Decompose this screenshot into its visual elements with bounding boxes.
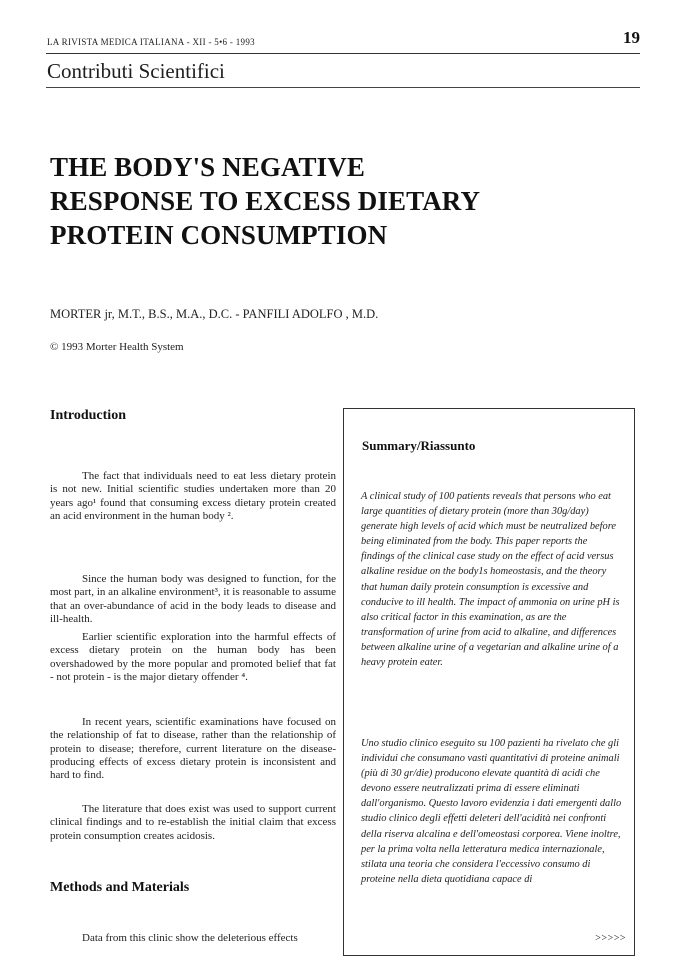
copyright-notice: © 1993 Morter Health System bbox=[50, 341, 184, 353]
intro-paragraph: Since the human body was designed to function, for the most part, in an alkaline environment³, it is reasonable to assume that an over-abundance of acid in the body leads to disease and ill-health. bbox=[50, 573, 336, 625]
introduction-heading: Introduction bbox=[50, 408, 126, 423]
header-rule bbox=[46, 53, 640, 54]
author-line: MORTER jr, M.T., B.S., M.A., D.C. - PANFILI ADOLFO , M.D. bbox=[50, 307, 379, 321]
title-line: PROTEIN CONSUMPTION bbox=[50, 220, 388, 250]
methods-heading: Methods and Materials bbox=[50, 880, 190, 895]
methods-paragraph: Data from this clinic show the deleterious effects bbox=[82, 932, 298, 944]
article-title bbox=[50, 150, 610, 252]
section-label: Contributi Scientifici bbox=[47, 59, 225, 83]
page-number: 19 bbox=[623, 28, 640, 47]
title-line: RESPONSE TO EXCESS DIETARY bbox=[50, 186, 481, 216]
summary-heading: Summary/Riassunto bbox=[362, 438, 476, 453]
intro-paragraph: Earlier scientific exploration into the harmful effects of excess dietary protein on the human body has been overshadowed by the more popular and promoted belief that fat - not protein - is the major dietary offender ⁴. bbox=[50, 631, 336, 683]
section-rule bbox=[46, 87, 640, 88]
continued-marker: >>>>> bbox=[595, 933, 626, 944]
title-line: THE BODY'S NEGATIVE bbox=[50, 152, 365, 182]
intro-paragraph: The literature that does exist was used to support current clinical findings and to re-establish the initial claim that excess protein consumption creates acidosis. bbox=[50, 803, 336, 842]
intro-paragraph: In recent years, scientific examinations have focused on the relationship of fat to disease, rather than the relationship of protein to disease; therefore, current literature on the disease-producing effects of excess dietary protein is inconsistent and hard to find. bbox=[50, 716, 336, 782]
summary-italian: Uno studio clinico eseguito su 100 pazienti ha rivelato che gli individui che consumano vasti quantitativi di proteine animali (più di 30 gr/die) producono elevate quantità di acidi che devono essere neutralizzati prima di essere eliminati dall'organismo. Questo lavoro evidenzia i dati emergenti dallo studio clinico degli effetti deleteri dell'acidità nei confronti della riserva alcalina e dell'omeostasi corporea. Viene inoltre, per la prima volta nella letteratura medica internazionale, stilata una teoria che considera l'eccessivo consumo di proteine nella dieta quotidiana capace di bbox=[361, 738, 622, 885]
summary-english: A clinical study of 100 patients reveals that persons who eat large quantities of dietary protein (more than 30g/day) generate high levels of acid which must be neutralized before being eliminated from the body. This paper reports the findings of the clinical case study on the effect of acid versus alkaline residue on the body1s homeostasis, and the theory that human daily protein consumption is excessive and conducive to ill health. The impact of ammonia on urine pH is also critical factor in this examination, as are the transformation of urine from acid to alkaline, and differences between alkaline urine of a vegetarian and alkaline urine of a heavy protein eater. bbox=[361, 491, 620, 669]
running-head: LA RIVISTA MEDICA ITALIANA - XII - 5•6 - 1993 bbox=[47, 37, 255, 47]
intro-paragraph: The fact that individuals need to eat less dietary protein is not new. Initial scientific studies undertaken more than 20 years ago¹ found that consuming excess dietary protein created an acid environment in the human body ². bbox=[50, 470, 336, 522]
